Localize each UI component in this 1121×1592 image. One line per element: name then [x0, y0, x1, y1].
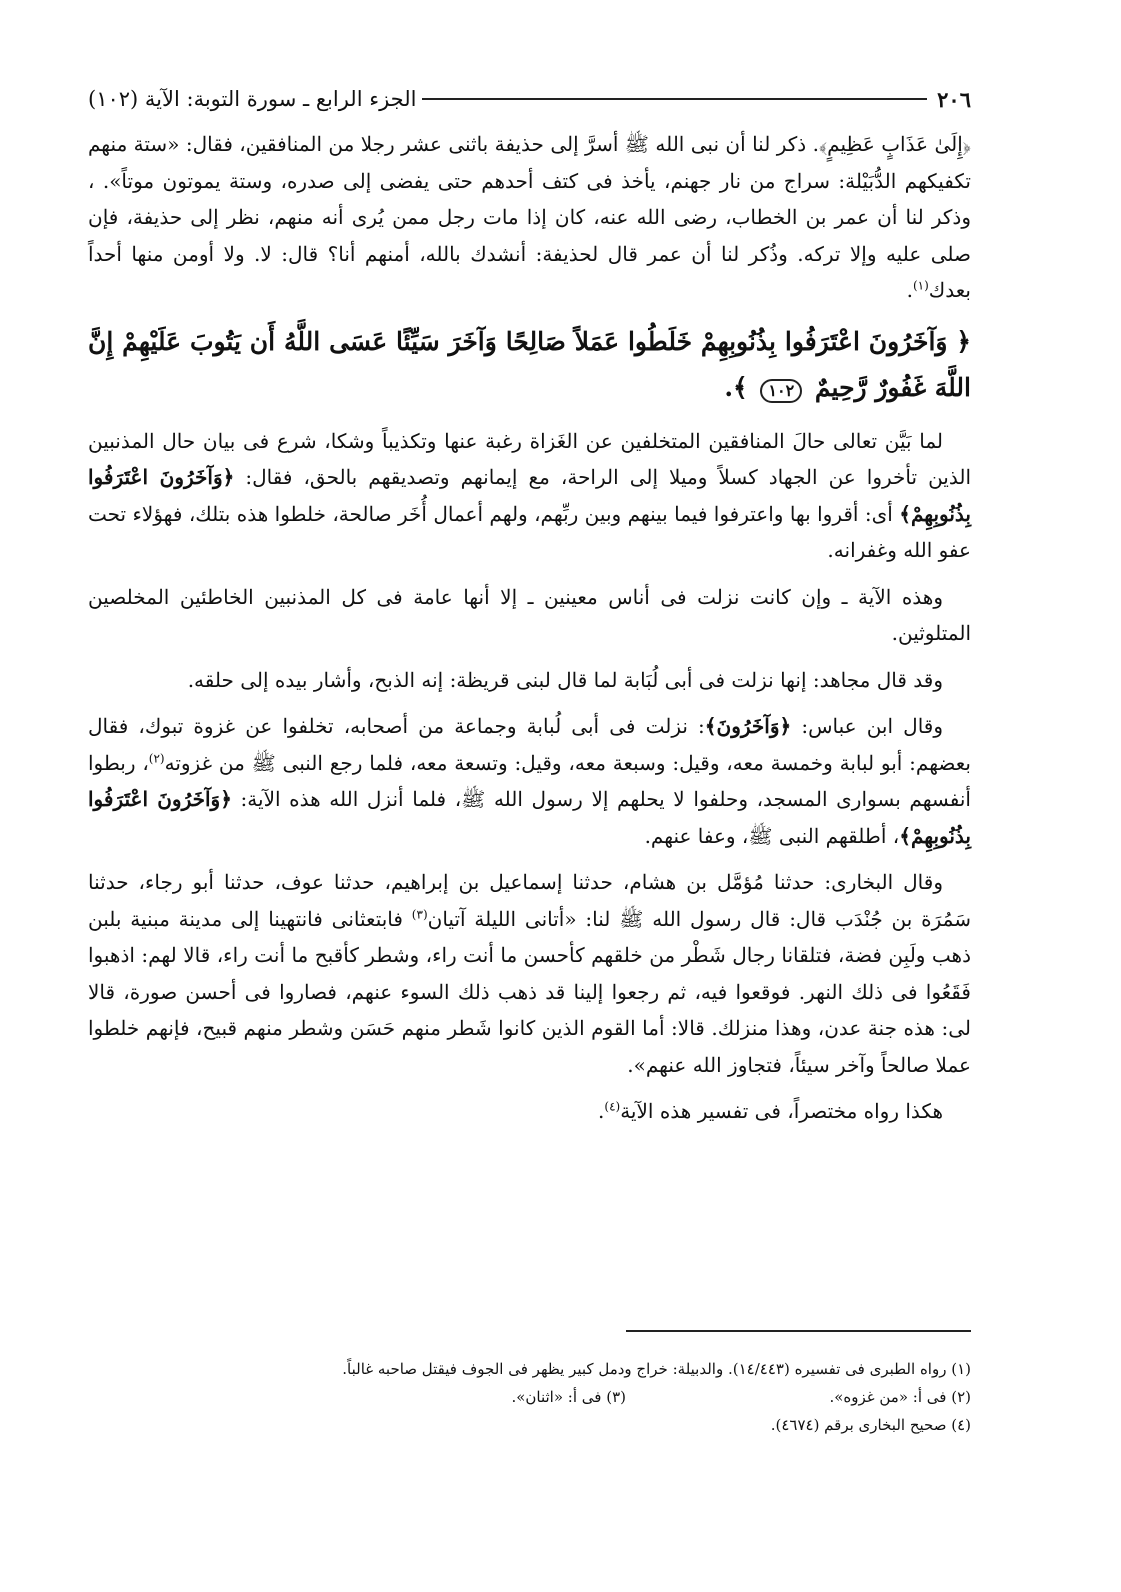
verse-end: ﴾.	[724, 372, 748, 402]
verse-text: ﴿ وَآخَرُونَ اعْتَرَفُوا بِذُنُوبِهِمْ خَلَطُوا عَمَلاً صَالِحًا وَآخَرَ سَيِّئًا عَسَى اللَّهُ أَن يَتُوبَ عَلَيْهِمْ إِنَّ اللَّهَ غَفُورٌ رَّحِيمٌ	[88, 326, 971, 402]
paragraph-5-text-b: : نزلت فى أبى لُبابة وجماعة من أصحابه، تخلفوا عن غزوة تبوك، فقال بعضهم: أبو لبابة وخمسة معه، وقيل: وسبعة معه، وقيل: وتسعة معه، فلما رجع النبى ﷺ من غزوته	[88, 714, 971, 775]
footnote-separator	[626, 1330, 971, 1332]
footnote-ref-3: (٣)	[411, 906, 428, 921]
paragraph-2-text-a: لما بَيَّن تعالى حالَ المنافقين المتخلفين عن الغَزاة رغبة عنها وتكذيباً وشكا، شرع فى بيان حال المذنبين الذين تأخروا عن الجهاد كسلاً وميلا إلى الراحة، مع إيمانهم وتصديقهم بالحق، فقال:	[88, 428, 972, 489]
footnote-ref-4: (٤)	[604, 1099, 621, 1114]
paragraph-5-text-a: وقال ابن عباس:	[801, 714, 944, 738]
header-rule	[422, 98, 927, 100]
footnote-4: (٤) صحيح البخارى برقم (٤٦٧٤).	[770, 1416, 971, 1434]
footnotes	[88, 1355, 971, 1439]
paragraph-4: وقد قال مجاهد: إنها نزلت فى أبى لُبَابة لما قال لبنى قريظة: إنه الذبح، وأشار بيده إلى حلقه.	[187, 667, 943, 692]
page-header	[88, 82, 971, 116]
paragraph-2-text-b: أى: أقروا بها واعترفوا فيما بينهم وبين ربِّهم، ولهم أعمال أُخَر صالحة، خلطوا هذه بتلك، فهؤلاء تحت عفو الله وغفرانه.	[88, 501, 971, 562]
quran-verse	[88, 319, 971, 411]
paragraph-7	[88, 1093, 971, 1130]
footnote-row-2-3	[88, 1383, 971, 1411]
page-number: ٢٠٦	[937, 86, 971, 112]
paragraph-7-text: هكذا رواه مختصراً، فى تفسير هذه الآية	[620, 1099, 943, 1123]
footnote-ref-2: (٢)	[148, 750, 165, 765]
paragraph-2	[88, 423, 971, 569]
paragraph-5-text-d: ، أطلقهم النبى ﷺ، وعفا عنهم.	[644, 823, 900, 848]
body-text	[88, 126, 971, 1140]
paragraph-5-quote-1: ﴿وَآخَرُونَ﴾	[704, 714, 792, 738]
paragraph-6	[88, 864, 971, 1083]
running-title: الجزء الرابع ـ سورة التوبة: الآية (١٠٢)	[88, 87, 417, 111]
verse-number-badge: ١٠٢	[760, 379, 802, 403]
paragraph-6-text-b: فابتعثانى فانتهينا إلى مدينة مبنية بلبن ذهب ولَبِن فضة، فتلقانا رجال شَطْر من خلقهم كأحسن ما أنت راء، وشطر كأقبح ما أنت راء، قالا لهم: اذهبوا فَقَعُوا فى ذلك النهر. فوقعوا فيه، ثم رجعوا إلينا قد ذهب ذلك السوء عنهم، فصاروا فى أحسن صورة، قالا لى: هذه جنة عدن، وهذا منزلك. قالا: أما القوم الذين كانوا شَطر منهم حَسَن وشطر منهم قبيح، فإنهم خلطوا عملا صالحاً وآخر سيئاً، فتجاوز الله عنهم».	[88, 906, 971, 1077]
footnote-1: (١) رواه الطبرى فى تفسيره (١٤/٤٤٣). والدبيلة: خراج ودمل كبير يظهر فى الجوف فيقتل صاحبه غالباً.	[342, 1360, 971, 1378]
footnote-ref-1: (١)	[912, 278, 929, 293]
paragraph-2-quote: ﴿وَآخَرُونَ اعْتَرَفُوا بِذُنُوبِهِمْ﴾	[88, 465, 971, 526]
paragraph-5-text-c: ، ربطوا أنفسهم بسوارى المسجد، وحلفوا لا يحلهم إلا رسول الله ﷺ، فلما أنزل الله هذه الآية:	[88, 750, 971, 811]
paragraph-3: وهذه الآية ـ وإن كانت نزلت فى أناس معينين ـ إلا أنها عامة فى كل المذنبين الخاطئين المخلصين المتلوثين.	[88, 584, 971, 645]
paragraph-1: ﴿إِلَىٰ عَذَابٍ عَظِيمٍ﴾. ذكر لنا أن نبى الله ﷺ أسرَّ إلى حذيفة باثنى عشر رجلا من المنافقين، فقال: «ستة منهم تكفيكهم الدُّبَيْلة: سراج من نار جهنم، يأخذ فى كتف أحدهم حتى يفضى إلى صدره، وستة يموتون موتاً». ، وذكر لنا أن عمر بن الخطاب، رضى الله عنه، كان إذا مات رجل ممن يُرى أنه منهم، نظر إلى حذيفة، فإن صلى عليه وإلا تركه. وذُكر لنا أن عمر قال لحذيفة: أنشدك بالله، أمنهم أنا؟ قال: لا. ولا أومن منها أحداً بعدك$^{(١)}$.	[88, 132, 971, 302]
footnote-2: (٢) فى أ: «من غزوه».	[829, 1388, 971, 1406]
paragraph-1-text: ﴿إِلَىٰ عَذَابٍ عَظِيمٍ﴾. ذكر لنا أن نبى الله ﷺ أسرَّ إلى حذيفة باثنى عشر رجلا من المنافقين، فقال: «ستة منهم تكفيكهم الدُّبَيْلة: سراج من نار جهنم، يأخذ فى كتف أحدهم حتى يفضى إلى صدره، وستة يموتون موتاً». ، وذكر لنا أن عمر بن الخطاب، رضى الله عنه، كان إذا مات رجل ممن يُرى أنه منهم، نظر إلى حذيفة، فإن صلى عليه وإلا تركه. وذُكر لنا أن عمر قال لحذيفة: أنشدك بالله، أمنهم أنا؟ قال: لا. ولا أومن منها أحداً بعدك	[88, 132, 971, 302]
paragraph-6-text-a: وقال البخارى: حدثنا مُؤمَّل بن هشام، حدثنا إسماعيل بن إبراهيم، حدثنا عوف، حدثنا أبو رجاء، حدثنا سَمُرَة بن جُنْدَب قال: قال رسول الله ﷺ لنا: «أتانى الليلة آتيان	[88, 870, 971, 931]
footnote-3: (٣) فى أ: «اثنان».	[511, 1388, 626, 1406]
paragraph-5-quote-2: ﴿وَآخَرُونَ اعْتَرَفُوا بِذُنُوبِهِمْ﴾	[88, 787, 971, 848]
paragraph-7-end: .	[598, 1099, 605, 1123]
paragraph-5	[88, 708, 971, 854]
